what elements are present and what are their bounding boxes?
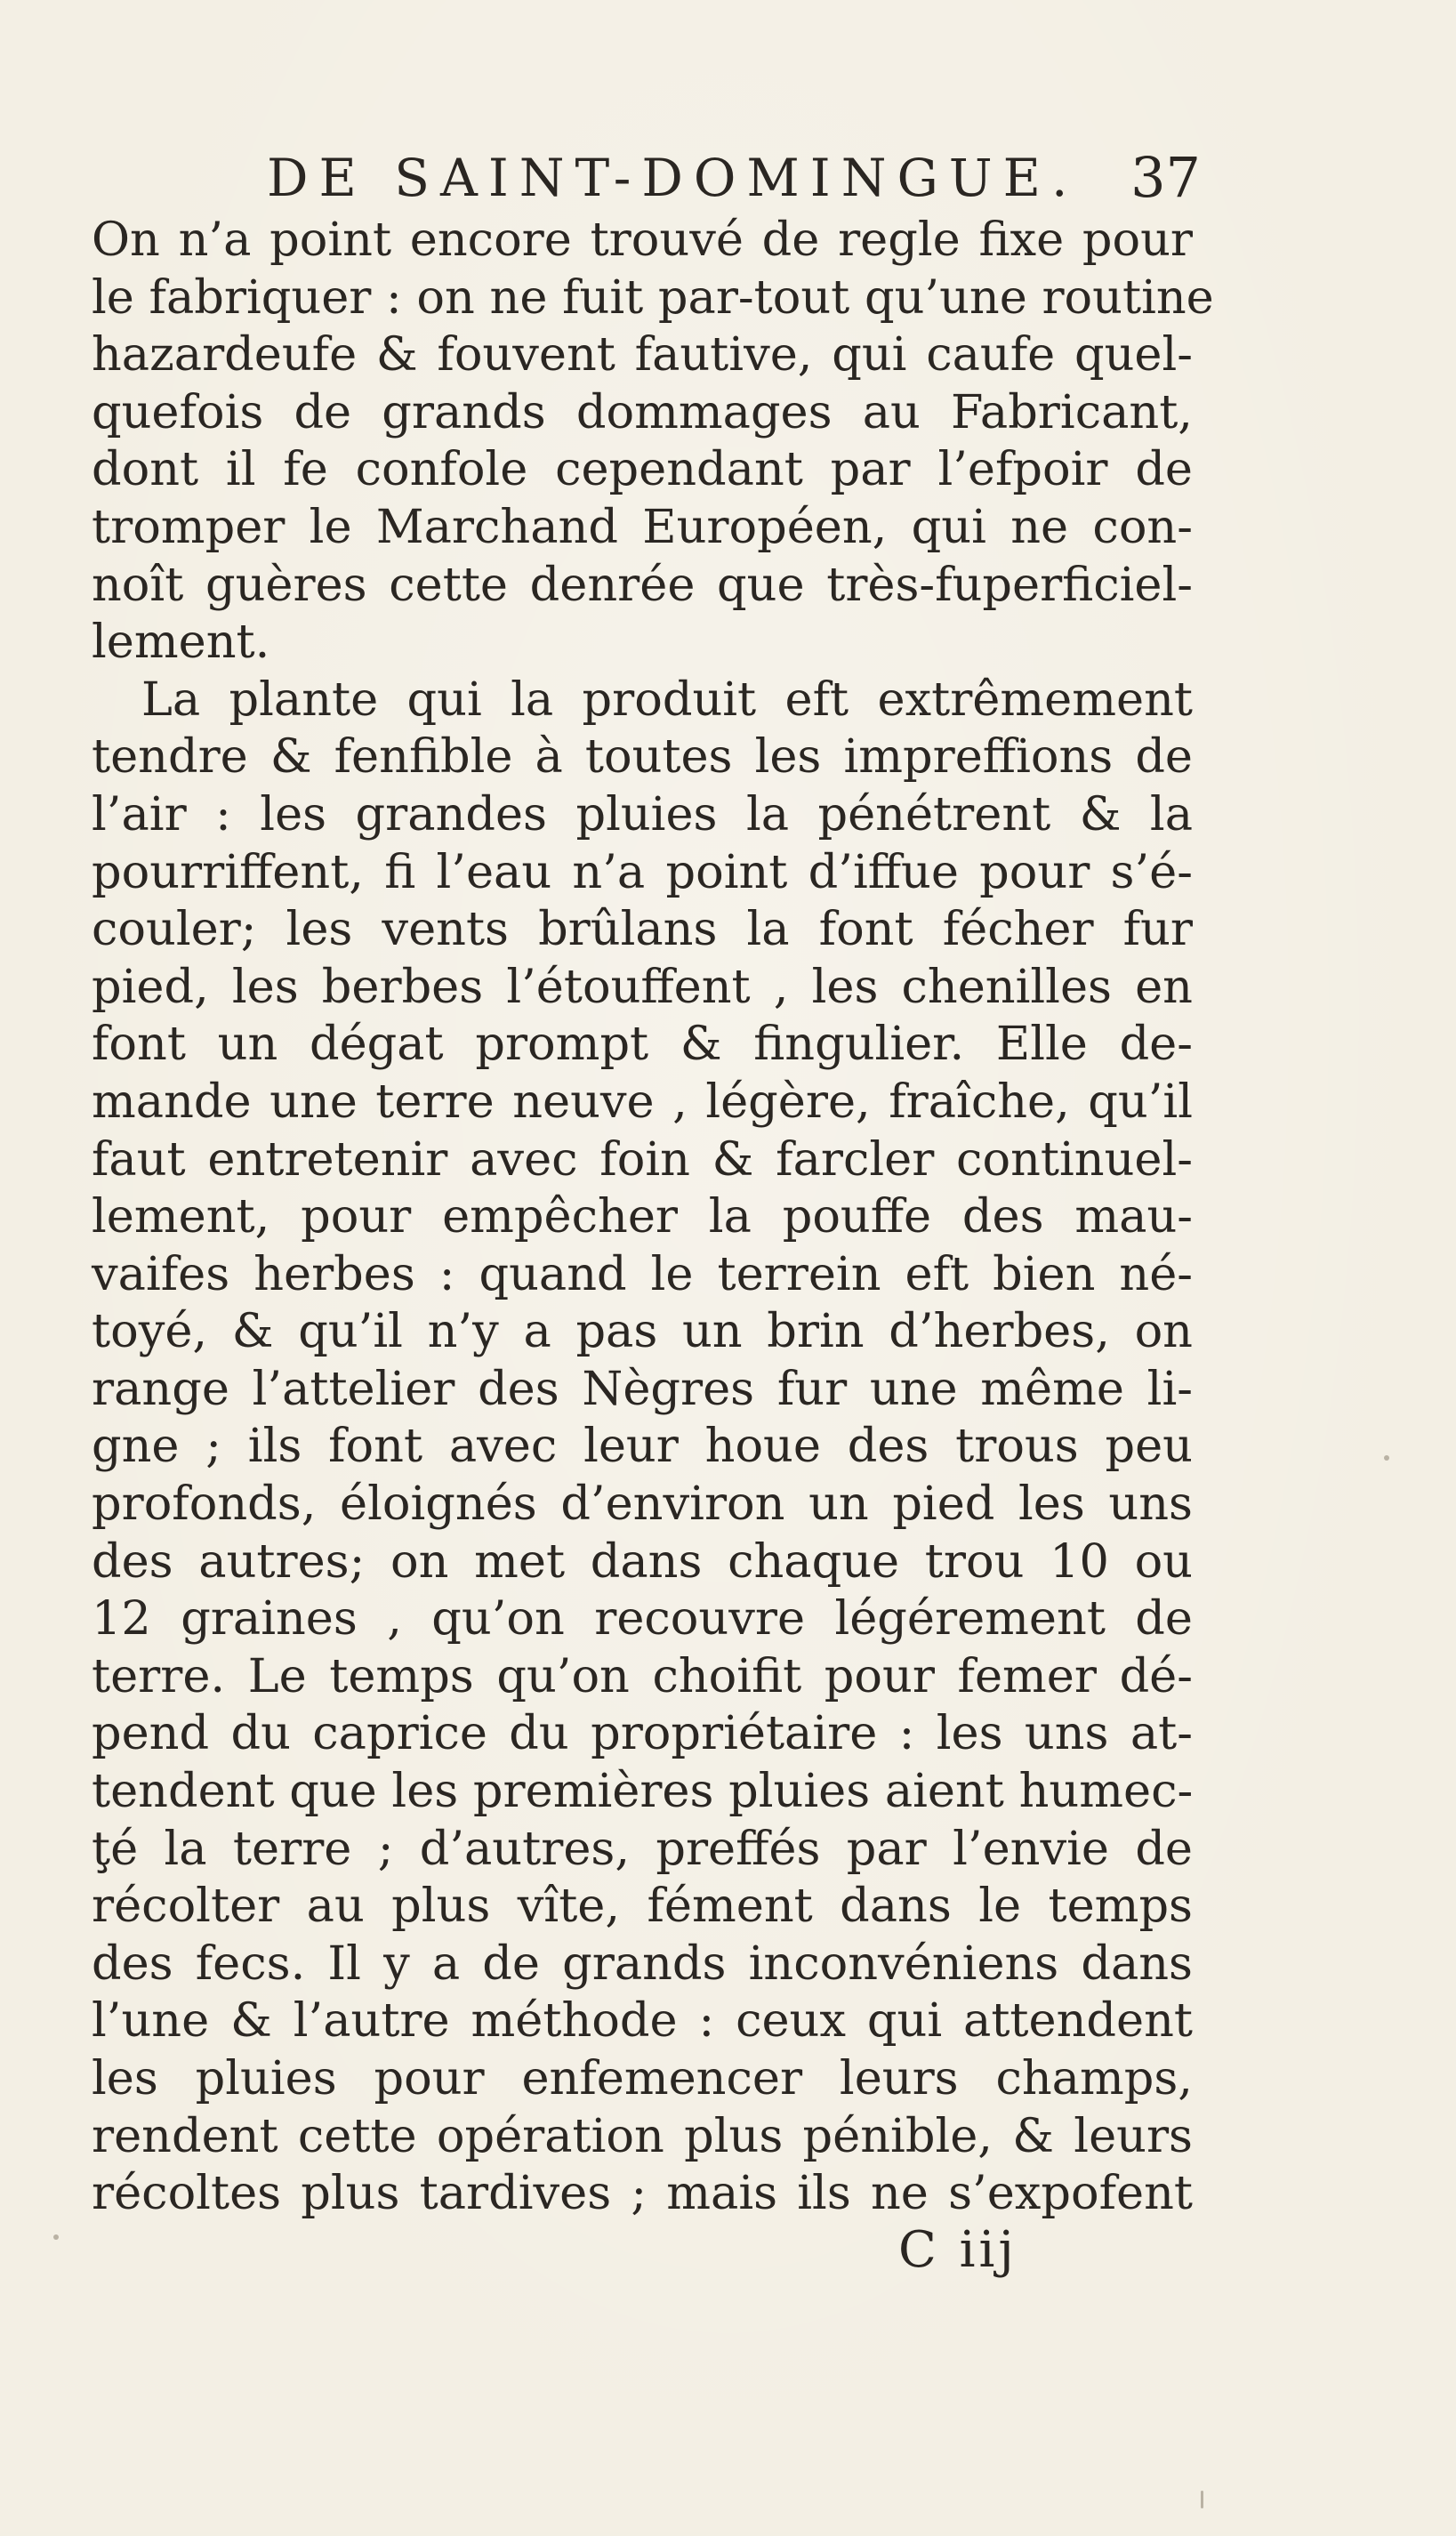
text-line: ţé la terre ; d’autres, preffés par l’envie de [92,1821,1193,1876]
text-line: hazardeufe & fouvent fautive, qui caufe quel- [92,327,1193,382]
text-line: profonds, éloignés d’environ un pied les uns [92,1477,1193,1532]
running-head [267,142,1201,213]
text-line: tendre & fenfible à toutes les impreffions de [92,729,1193,785]
paper-speck [1384,1455,1389,1461]
text-line: tendent que les premières pluies aient humec- [92,1764,1194,1819]
text-line: rendent cette opération plus pénible, & leurs [92,2108,1193,2163]
text-line: pend du caprice du propriétaire : les uns at- [92,1706,1193,1761]
text-line: 12 graines , qu’on recouvre légérement de [92,1591,1193,1646]
text-line: l’air : les grandes pluies la pénétrent & la [92,786,1193,841]
text-line: quefois de grands dommages au Fabricant, [92,384,1193,439]
text-line: lement. [92,615,270,670]
body-text [92,212,1214,2223]
text-line: récolter au plus vîte, fément dans le temps [92,1879,1193,1934]
text-line: récoltes plus tardives ; mais ils ne s’expofent [92,2166,1193,2221]
page-number: 37 [1130,145,1201,210]
text-line: range l’attelier des Nègres fur une même li- [92,1361,1193,1416]
text-line: couler; les vents brûlans la font fécher fur [92,902,1193,957]
text-line: le fabriquer : on ne fuit par-tout qu’une routine [92,270,1214,325]
text-line: toyé, & qu’il n’y a pas un brin d’herbes, on [92,1304,1193,1359]
text-line: La plante qui la produit eft extrêmement [141,672,1193,727]
text-line: l’une & l’autre méthode : ceux qui attendent [92,1993,1193,2049]
text-line: gne ; ils font avec leur houe des trous peu [92,1419,1193,1474]
running-title: DE SAINT-DOMINGUE. [267,148,1079,208]
text-line: pourriffent, fi l’eau n’a point d’iffue pour s’é- [92,844,1193,899]
text-line: lement, pour empêcher la pouffe des mau- [92,1189,1193,1244]
text-line: noît guères cette denrée que très-fuperficiel- [92,557,1193,612]
text-line: des autres; on met dans chaque trou 10 ou [92,1534,1193,1589]
paper-speck [53,2234,59,2240]
text-line: faut entretenir avec foin & farcler continuel- [92,1131,1193,1187]
text-line: les pluies pour enfemencer leurs champs, [92,2051,1193,2105]
paper-speck [1201,2491,1203,2508]
text-line: On n’a point encore trouvé de regle fixe pour [92,213,1193,267]
text-line: des fecs. Il y a de grands inconvéniens dans [92,1936,1193,1991]
text-line: terre. Le temps qu’on choifit pour femer dé- [92,1648,1193,1703]
text-line: tromper le Marchand Européen, qui ne con- [92,499,1193,554]
signature-mark: C iij [898,2221,1018,2279]
text-line: vaifes herbes : quand le terrein eft bien né- [92,1246,1193,1301]
text-line: font un dégat prompt & fingulier. Elle de- [92,1017,1193,1072]
text-line: mande une terre neuve , légère, fraîche, qu’il [92,1074,1193,1129]
text-line: dont il fe confole cependant par l’efpoir de [92,442,1193,497]
text-line: pied, les berbes l’étouffent , les chenilles en [92,959,1193,1014]
